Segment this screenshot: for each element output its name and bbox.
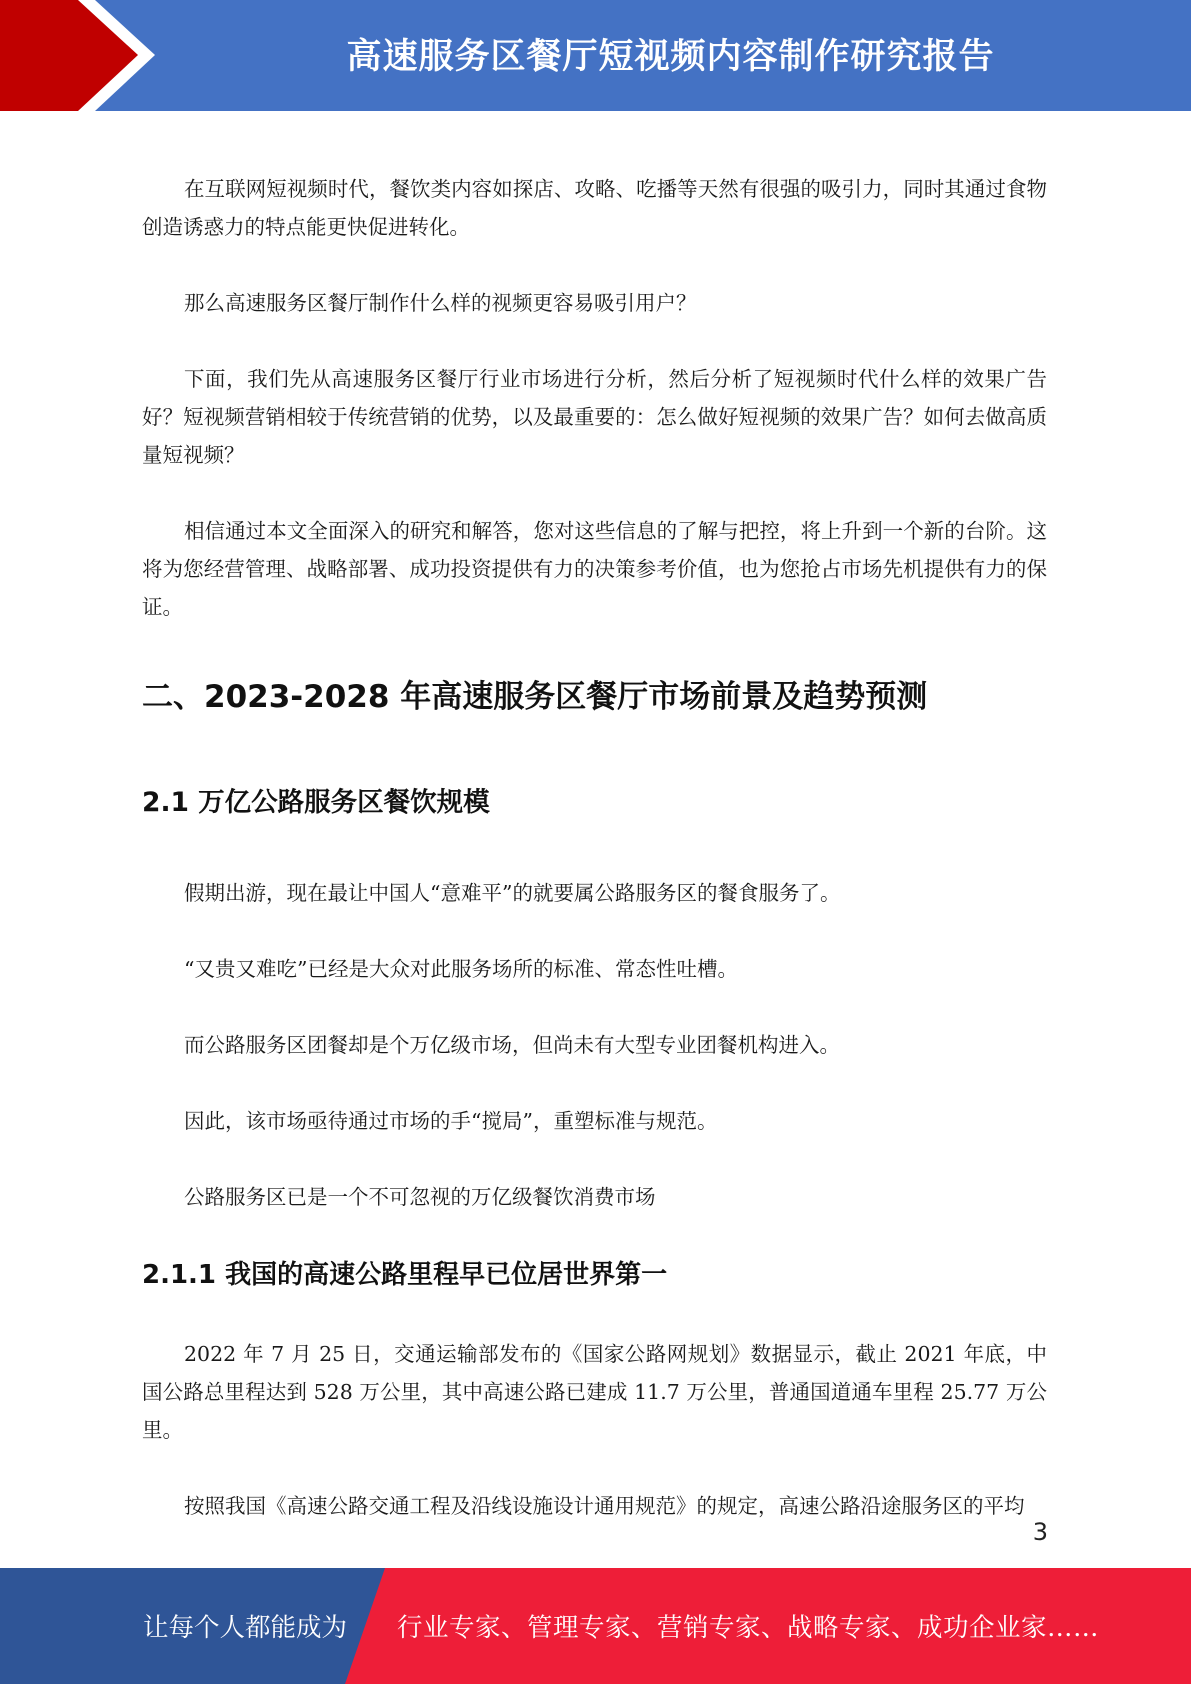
section-2-1-1-paragraph-1: 2022 年 7 月 25 日，交通运输部发布的《国家公路网规划》数据显示，截止 2021 年底，中国公路总里程达到 528 万公里，其中高速公路已建成 11.7 万公里，普通国道通车里程 25.77 万公里。 bbox=[142, 1342, 1047, 1442]
intro-paragraph-4: 相信通过本文全面深入的研究和解答，您对这些信息的了解与把控，将上升到一个新的台阶。这将为您经营管理、战略部署、成功投资提供有力的决策参考价值，也为您抢占市场先机提供有力的保证。 bbox=[142, 519, 1047, 619]
section-2-1-paragraph-4: 因此，该市场亟待通过市场的手“搅局”，重塑标准与规范。 bbox=[184, 1109, 718, 1133]
section-2-1-paragraph-2: “又贵又难吃”已经是大众对此服务场所的标准、常态性吐槽。 bbox=[184, 957, 738, 981]
intro-paragraph-3: 下面，我们先从高速服务区餐厅行业市场进行分析，然后分析了短视频时代什么样的效果广告好？短视频营销相较于传统营销的优势，以及最重要的：怎么做好短视频的效果广告？如何去做高质量短视频？ bbox=[142, 367, 1047, 467]
section-2-heading: 二、2023-2028 年高速服务区餐厅市场前景及趋势预测 bbox=[142, 679, 928, 715]
header-arrow-icon bbox=[0, 0, 138, 111]
page-content bbox=[142, 170, 1047, 1525]
section-2-1-paragraph-1: 假期出游，现在最让中国人“意难平”的就要属公路服务区的餐食服务了。 bbox=[184, 881, 841, 905]
section-2-1-paragraph-3: 而公路服务区团餐却是个万亿级市场，但尚未有大型专业团餐机构进入。 bbox=[184, 1033, 840, 1057]
footer-slogan-left: 让每个人都能成为 bbox=[143, 1613, 348, 1643]
footer-slogan-right: 行业专家、管理专家、营销专家、战略专家、成功企业家…… bbox=[397, 1613, 1100, 1643]
page-footer bbox=[0, 1568, 1191, 1684]
report-title: 高速服务区餐厅短视频内容制作研究报告 bbox=[346, 37, 995, 77]
section-2-1-1-paragraph-2: 按照我国《高速公路交通工程及沿线设施设计通用规范》的规定，高速公路沿途服务区的平均 bbox=[184, 1494, 1025, 1518]
section-2-1-1-heading: 2.1.1 我国的高速公路里程早已位居世界第一 bbox=[142, 1260, 668, 1290]
page-header bbox=[0, 0, 1191, 111]
page-number: 3 bbox=[1032, 1518, 1048, 1546]
section-2-1-paragraph-5: 公路服务区已是一个不可忽视的万亿级餐饮消费市场 bbox=[184, 1185, 656, 1209]
section-2-1-heading: 2.1 万亿公路服务区餐饮规模 bbox=[142, 787, 490, 818]
intro-paragraph-2: 那么高速服务区餐厅制作什么样的视频更容易吸引用户？ bbox=[184, 291, 697, 315]
intro-paragraph-1: 在互联网短视频时代，餐饮类内容如探店、攻略、吃播等天然有很强的吸引力，同时其通过食物创造诱惑力的特点能更快促进转化。 bbox=[142, 177, 1047, 239]
